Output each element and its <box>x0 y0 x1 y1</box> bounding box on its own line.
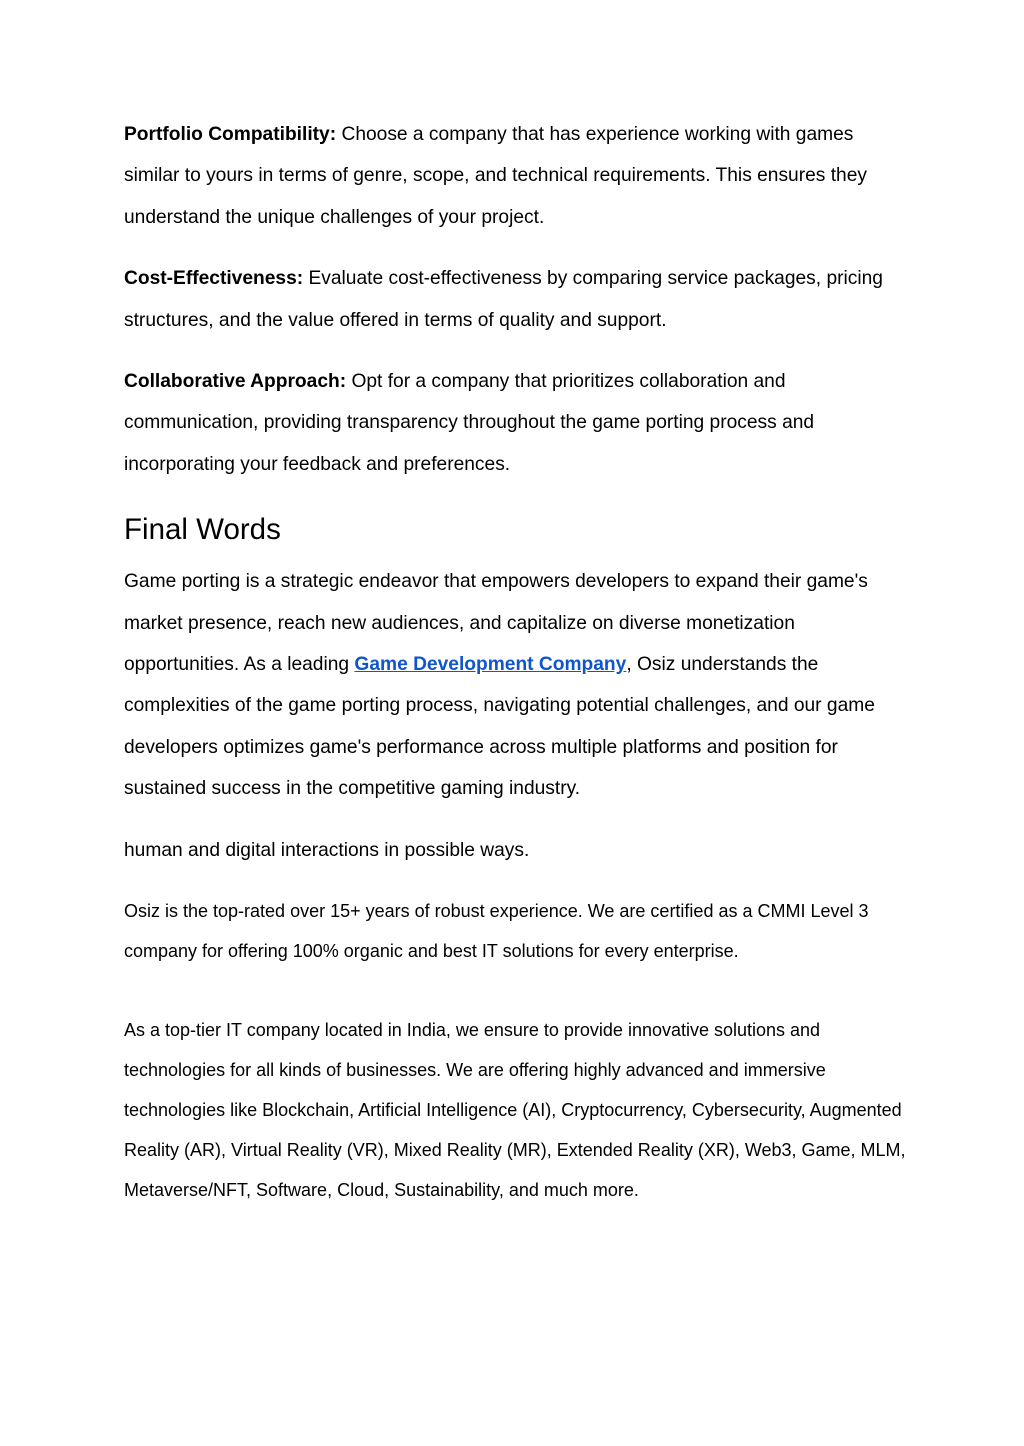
criteria-description: Evaluate cost-effectiveness by comparing service packages, pricing structures, and the value offered in terms of quality and support. <box>124 268 883 331</box>
criteria-description: Opt for a company that prioritizes collaboration and communication, providing transparency throughout the game porting process and incorporating your feedback and preferences. <box>124 371 815 475</box>
final-words-heading: Final Words <box>124 513 281 547</box>
trailing-line: human and digital interactions in possible ways. <box>124 839 530 861</box>
game-development-company-link[interactable]: Game Development Company <box>354 654 627 676</box>
criteria-portfolio-compatibility <box>124 114 914 238</box>
about-paragraph-2: As a top-tier IT company located in India, we ensure to provide innovative solutions and technologies for all kinds of businesses. We are offering highly advanced and immersive technologies like Blockchain, Artificial Intelligence (AI), Cryptocurrency, Cybersecurity, Augmented Reality (AR), Virtual Reality (VR), Mixed Reality (MR), Extended Reality (XR), Web3, Game, MLM, Metaverse/NFT, Software, Cloud, Sustainability, and much more. <box>124 1020 906 1201</box>
about-paragraph-1: Osiz is the top-rated over 15+ years of robust experience. We are certified as a CMMI Level 3 company for offering 100% organic and best IT solutions for every enterprise. <box>124 901 869 962</box>
criteria-term: Cost-Effectiveness: <box>124 268 304 290</box>
criteria-cost-effectiveness <box>124 258 914 341</box>
criteria-term: Portfolio Compatibility: <box>124 124 337 145</box>
document-body <box>124 114 914 1210</box>
final-words-paragraph <box>124 561 914 809</box>
criteria-term: Collaborative Approach: <box>124 371 347 393</box>
criteria-description: Choose a company that has experience working with games similar to yours in terms of genre, scope, and technical requirements. This ensures they understand the unique challenges of your project. <box>124 124 867 228</box>
final-words-text-after-link: , Osiz understands the complexities of the game porting process, navigating potential challenges, and our game developers optimizes game's performance across multiple platforms and position for sustained success in the competitive gaming industry. <box>124 654 875 800</box>
criteria-collaborative-approach <box>124 361 914 485</box>
final-words-text-before-link: Game porting is a strategic endeavor that empowers developers to expand their game's market presence, reach new audiences, and capitalize on diverse monetization opportunities. As a leading <box>124 571 868 676</box>
